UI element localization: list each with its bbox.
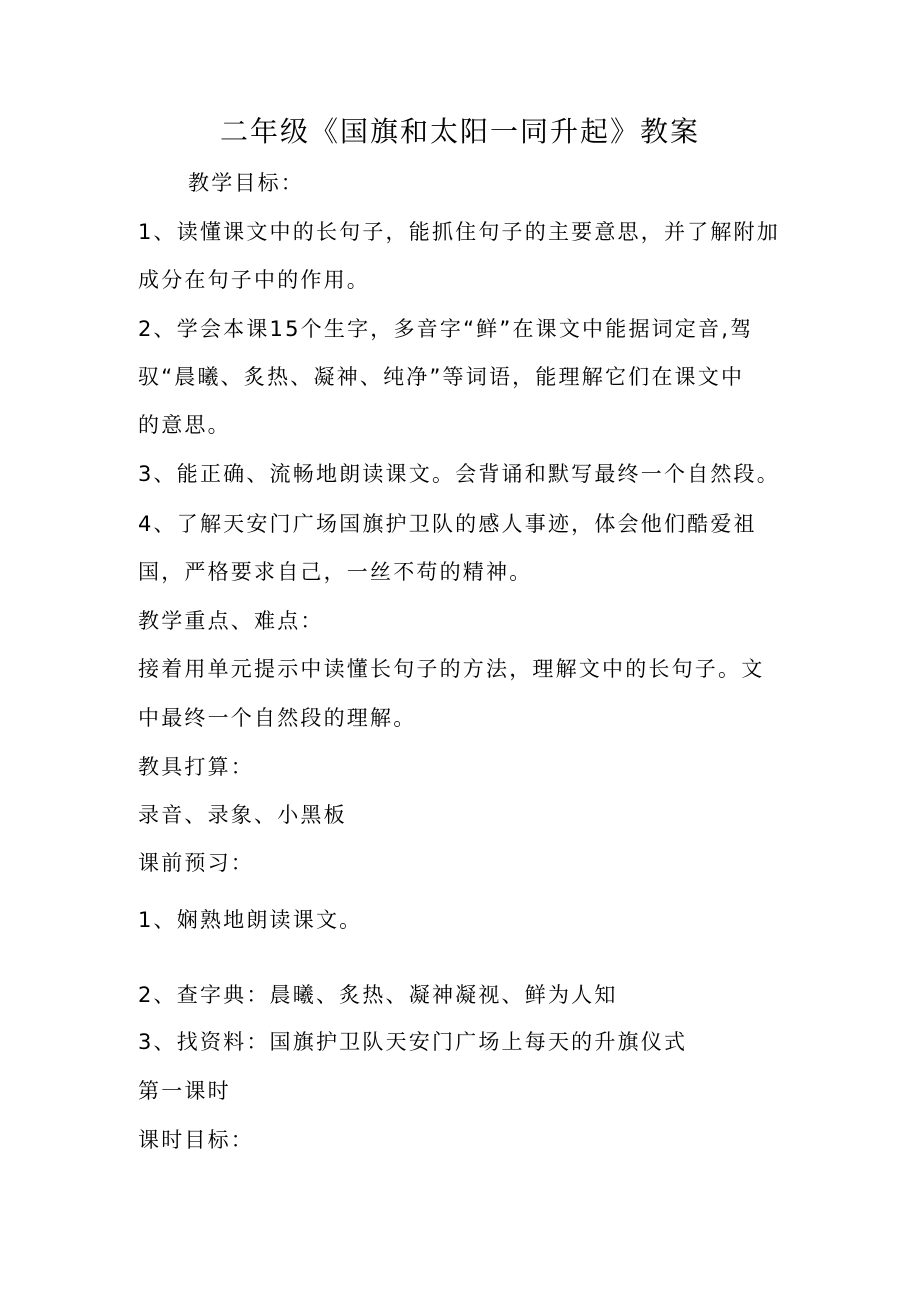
body-line: 4、了解天安门广场国旗护卫队的感人事迹，体会他们酷爱祖 (138, 512, 757, 536)
body-line: 3、找资料：国旗护卫队天安门广场上每天的升旗仪式 (138, 1030, 688, 1054)
body-line: 1、娴熟地朗读课文。 (138, 908, 363, 932)
body-line: 成分在句子中的作用。 (138, 268, 370, 292)
body-line: 录音、录象、小黑板 (138, 803, 347, 827)
body-line: 的意思。 (138, 413, 231, 437)
section-heading-preview: 课前预习： (138, 851, 254, 875)
section-heading-first-lesson: 第一课时 (138, 1079, 231, 1103)
body-line: 3、能正确、流畅地朗读课文。会背诵和默写最终一个自然段。 (138, 462, 780, 486)
section-heading-teaching-goals: 教学目标： (188, 171, 304, 195)
body-line: 国，严格要求自己，一丝不苟的精神。 (138, 560, 533, 584)
body-line: 2、学会本课15个生字，多音字“鲜”在课文中能据词定音,驾 (138, 317, 754, 341)
body-line: 1、读懂课文中的长句子，能抓住句子的主要意思，并了解附加 (138, 220, 780, 244)
section-heading-key-points: 教学重点、难点： (138, 609, 324, 633)
body-line: 2、查字典：晨曦、炙热、凝神凝视、鲜为人知 (138, 983, 618, 1007)
section-heading-teaching-aids: 教具打算： (138, 755, 254, 779)
body-line: 接着用单元提示中读懂长句子的方法，理解文中的长句子。文 (138, 657, 765, 681)
section-heading-lesson-goals: 课时目标： (138, 1128, 254, 1152)
body-line: 驭“晨曦、炙热、凝神、纯净”等词语，能理解它们在课文中 (138, 365, 745, 389)
body-line: 中最终一个自然段的理解。 (138, 706, 417, 730)
document-title: 二年级《国旗和太阳一同升起》教案 (219, 115, 700, 148)
